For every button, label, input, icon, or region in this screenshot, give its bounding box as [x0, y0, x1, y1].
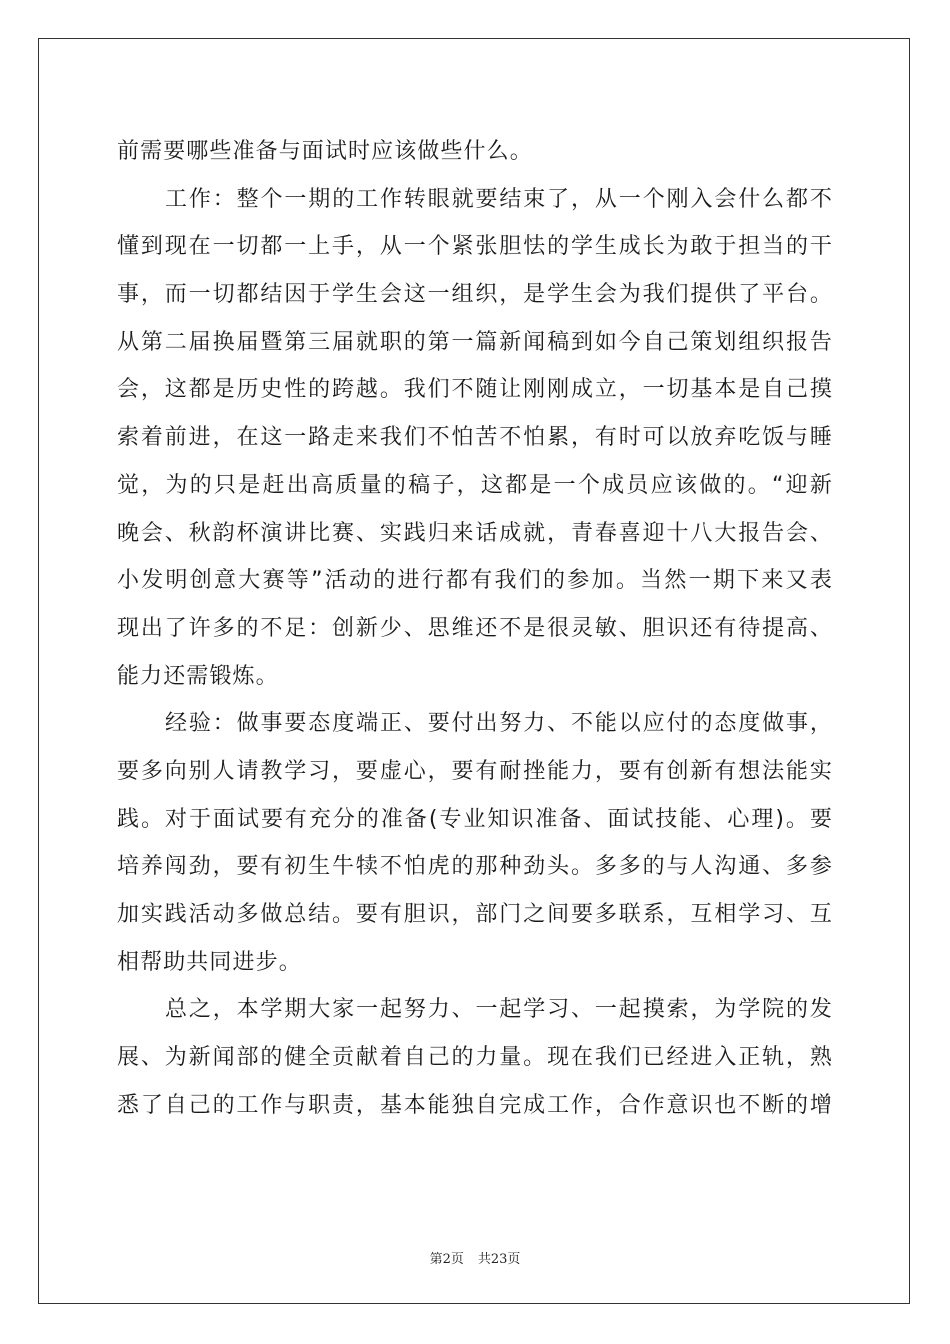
- text-line-12: 能力还需锻炼。: [117, 663, 279, 689]
- text-line-11: 现出了许多的不足：创新少、思维还不是很灵敏、胆识还有待提高、: [117, 615, 833, 641]
- text-line-18: 相帮助共同进步。: [117, 949, 302, 975]
- text-line-14: 要多向别人请教学习，要虚心，要有耐挫能力，要有创新有想法能实: [117, 758, 833, 784]
- page-footer: [0, 1248, 950, 1267]
- text-line-1: 前需要哪些准备与面试时应该做些什么。: [117, 139, 533, 164]
- text-line-4: 事，而一切都结因于学生会这一组织，是学生会为我们提供了平台。: [117, 282, 833, 308]
- document-body: [117, 128, 833, 1129]
- text-line-13: 经验：做事要态度端正、要付出努力、不能以应付的态度做事，: [165, 711, 833, 737]
- text-line-19: 总之，本学期大家一起努力、一起学习、一起摸索，为学院的发: [165, 997, 833, 1023]
- text-line-5: 从第二届换届暨第三届就职的第一篇新闻稿到如今自己策划组织报告: [117, 329, 833, 355]
- text-line-20: 展、为新闻部的健全贡献着自己的力量。现在我们已经进入正轨，熟: [117, 1045, 833, 1071]
- text-line-16: 培养闯劲，要有初生牛犊不怕虎的那种劲头。多多的与人沟通、多参: [117, 854, 833, 880]
- text-line-17: 加实践活动多做总结。要有胆识，部门之间要多联系，互相学习、互: [117, 902, 833, 927]
- text-line-6: 会，这都是历史性的跨越。我们不随让刚刚成立，一切基本是自己摸: [117, 377, 833, 403]
- text-line-9: 晚会、秋韵杯演讲比赛、实践归来话成就，青春喜迎十八大报告会、: [117, 520, 833, 546]
- page-total: 共23页: [477, 1252, 521, 1267]
- text-line-8: 觉，为的只是赶出高质量的稿子，这都是一个成员应该做的。“迎新: [117, 472, 833, 498]
- text-line-21: 悉了自己的工作与职责，基本能独自完成工作，合作意识也不断的增: [117, 1092, 833, 1118]
- page-number: 第2页: [429, 1252, 464, 1267]
- text-line-3: 懂到现在一切都一上手，从一个紧张胆怯的学生成长为敢于担当的干: [117, 234, 833, 260]
- text-line-7: 索着前进，在这一路走来我们不怕苦不怕累，有时可以放弃吃饭与睡: [117, 425, 833, 451]
- text-line-15: 践。对于面试要有充分的准备(专业知识准备、面试技能、心理)。要: [117, 806, 833, 832]
- text-line-10: 小发明创意大赛等”活动的进行都有我们的参加。当然一期下来又表: [117, 568, 833, 594]
- text-line-2: 工作：整个一期的工作转眼就要结束了，从一个刚入会什么都不: [165, 186, 833, 212]
